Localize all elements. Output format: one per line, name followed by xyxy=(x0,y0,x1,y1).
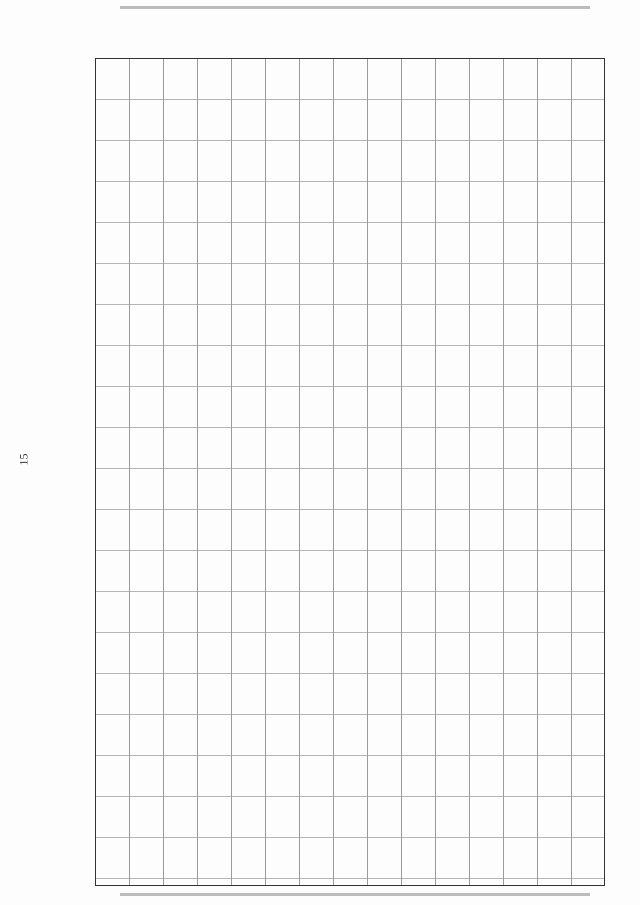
scan-mark-top xyxy=(120,6,590,9)
page-number: 15 xyxy=(16,453,31,466)
rotated-budget-table xyxy=(95,58,605,886)
scan-mark-bottom xyxy=(120,893,590,896)
